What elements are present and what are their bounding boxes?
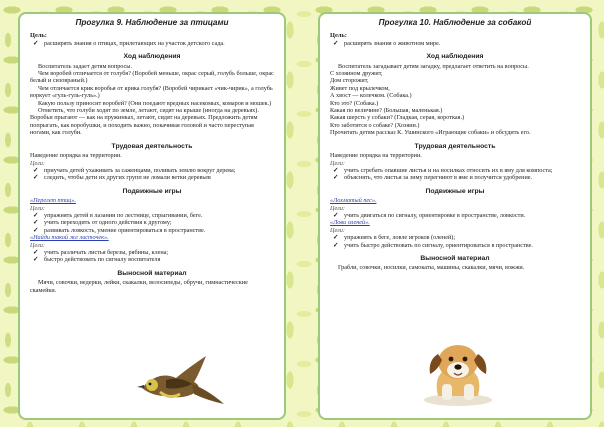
obs-line: С хозяином дружит, (330, 70, 383, 78)
page-title: Прогулка 10. Наблюдение за собакой (378, 18, 532, 27)
game-title[interactable]: «Перелет птиц». (30, 197, 76, 205)
goal-label: Цель: (30, 32, 47, 40)
goal-item: ✓ расширять знания о птицах, прилетающих на участок детского сада. (30, 40, 274, 47)
left-page (18, 12, 286, 420)
game-item: ✓ быстро действовать по сигналу воспитателя (30, 256, 274, 263)
obs-line: Какая по величине? (Большая, маленькая.) (330, 107, 443, 115)
obs-line: Кто это? (Собака.) (330, 99, 379, 107)
section-header-labor: Трудовая деятельность (111, 142, 193, 150)
labor-item: ✓ учить сгребать опавшие листья и на носилках относить их в яму для компоста; (330, 167, 580, 174)
obs-line: Кто заботится о собаке? (Хозяин.) (330, 121, 420, 129)
page-title: Прогулка 9. Наблюдение за птицами (75, 18, 229, 27)
obs-line: Чем отличается крик воробья от крика голубя? (Воробей чирикает «чик-чирик», а голубь воркует «гуль-гуль-гуль».) (30, 84, 273, 100)
section-header-games: Подвижные игры (425, 187, 485, 195)
dog-illustration (408, 340, 508, 410)
labor-item: ✓ приучать детей ухаживать за саженцами, поливать землю вокруг дерева; (30, 167, 274, 174)
game-goals-label: Цели: (330, 204, 345, 212)
game-title[interactable]: «Лови оленей». (330, 219, 370, 227)
game-title[interactable]: «Найди такой же листочек». (30, 234, 109, 242)
goal-item: ✓ расширять знания о животном мире. (330, 40, 580, 47)
obs-line: Чем воробей отличается от голубя? (Воробей меньше, окрас серый, голубь больше, окрас белый и сизовраный.) (30, 70, 274, 85)
obs-line: Какую пользу приносит воробей? (Они поедают вредных насекомых, комаров и мошек.) (38, 99, 272, 107)
game-goals-label: Цели: (330, 226, 345, 234)
section-header-observation: Ход наблюдения (426, 53, 484, 61)
game-item: ✓ учить различать листья березы, рябины, клена; (30, 249, 274, 256)
game-item: ✓ учить переходить от одного действия к другому; (30, 219, 274, 226)
labor-intro: Наведение порядка на территории. (330, 152, 422, 160)
section-header-material: Выносной материал (420, 254, 490, 262)
obs-line: Воспитатель задает детям вопросы. (38, 62, 133, 70)
game-item: ✓ учить быстро действовать по сигналу, ориентироваться в пространстве. (330, 242, 580, 249)
game-item: ✓ учить двигаться по сигналу, ориентировке в пространстве, ловкости. (330, 212, 580, 219)
material-text: Грабли, совочки, носилки, самокаты, машины, скакалки, мячи, вожжи. (338, 264, 525, 272)
sparrow-illustration (136, 350, 228, 412)
labor-goals-label: Цели: (30, 159, 45, 167)
section-header-games: Подвижные игры (122, 187, 182, 195)
game-item: ✓ упражнять в беге, ловле игроков (оленей); (330, 234, 580, 241)
obs-line: А хвост — колечком. (Собака.) (330, 92, 412, 100)
game-goals-label: Цели: (30, 204, 45, 212)
labor-intro: Наведение порядка на территории. (30, 152, 122, 160)
section-header-labor: Трудовая деятельность (414, 142, 496, 150)
game-item: ✓ развивать ловкость, умение ориентироваться в пространстве. (30, 227, 274, 234)
labor-item: ✓ следить, чтобы дети их других групп не ломали ветки деревьев (30, 174, 274, 181)
game-item: ✓ упражнять детей в лазании по лестнице, спрыгивании, беге. (30, 212, 274, 219)
game-title[interactable]: «Лохматый пес». (330, 197, 377, 205)
obs-line: Живет под крылечком, (330, 84, 390, 92)
material-text: Мячи, совочки, ведерки, лейки, скакалки, велосипеды, обручи, гимнастические скамейки. (30, 279, 248, 294)
game-goals-label: Цели: (30, 241, 45, 249)
obs-line: Дом сторожит, (330, 77, 369, 85)
obs-line: Воспитатель загадывает детям загадку, предлагает ответить на вопросы. (338, 62, 529, 70)
obs-line: Отметить, что голуби ходят по земле, летают, сидят на крыше (иногда на деревьях). Воробьи прыгают — как на пружинках, летают, сидят на деревьях. Предложить детям попрыгать, как воробушки, и походить важно, покачивая головой и часто переступая ногами, как голуби. (30, 107, 259, 137)
goal-label: Цель: (330, 32, 347, 40)
right-page (318, 12, 592, 420)
obs-line: Какая шерсть у собаки? (Гладкая, серая, короткая.) (330, 114, 465, 122)
labor-goals-label: Цели: (330, 159, 345, 167)
obs-line: Прочитать детям рассказ К. Ушинского «Играющие собаки» и обсудить его. (330, 129, 531, 137)
section-header-material: Выносной материал (117, 269, 187, 277)
labor-item: ✓ объяснять, что листья за зиму перегниют в яме и получится удобрение. (330, 174, 580, 181)
section-header-observation: Ход наблюдения (123, 53, 181, 61)
